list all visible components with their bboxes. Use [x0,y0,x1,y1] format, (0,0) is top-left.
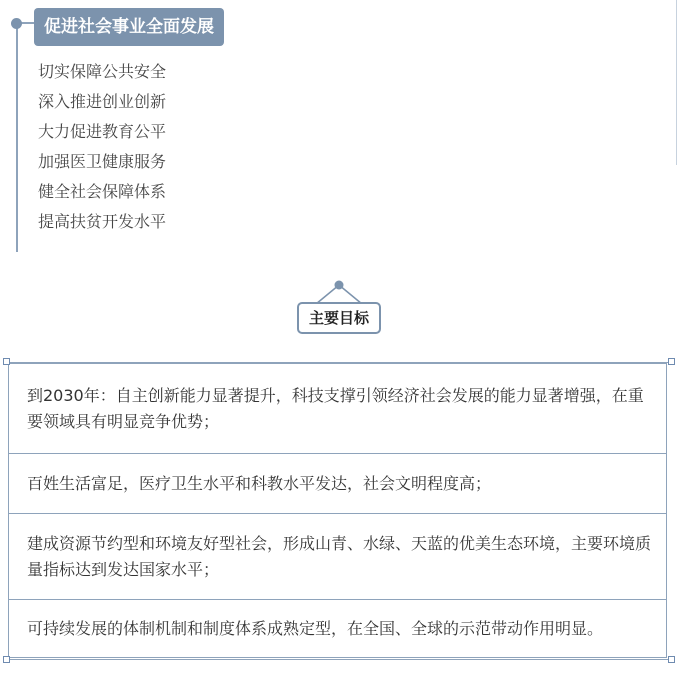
resize-handle-top-left[interactable] [3,358,10,365]
resize-handle-top-right[interactable] [668,358,675,365]
list-item: 加强医卫健康服务 [38,152,167,171]
list-item: 提高扶贫开发水平 [38,212,167,231]
resize-handle-bottom-right[interactable] [668,656,675,663]
section-item-list [38,57,166,237]
table-row [9,599,666,657]
section-title-tag: 促进社会事业全面发展 [34,8,224,46]
list-item: 切实保障公共安全 [38,62,167,81]
table-cell-text: 到2030年：自主创新能力显著提升，科技支撑引领经济社会发展的能力显著增强，在重要领域具有明显竞争优势； [27,385,644,431]
table-cell-text: 建成资源节约型和环境友好型社会，形成山青、水绿、天蓝的优美生态环境，主要环境质量指标达到发达国家水平； [27,533,652,579]
table-row [9,513,666,599]
list-item: 深入推进创业创新 [38,92,167,111]
goals-table [8,363,667,658]
table-cell-text: 百姓生活富足，医疗卫生水平和科教水平发达，社会文明程度高； [27,473,492,493]
section-vertical-line [16,22,18,252]
list-item: 健全社会保障体系 [38,182,167,201]
table-row [9,453,666,513]
resize-handle-bottom-left[interactable] [3,656,10,663]
goals-title-tag: 主要目标 [297,302,381,334]
box-bottom-outer-line [6,659,671,660]
list-item: 大力促进教育公平 [38,122,167,141]
table-cell-text: 可持续发展的体制机制和制度体系成熟定型，在全国、全球的示范带动作用明显。 [27,618,604,638]
right-edge-line [676,0,677,165]
section-connector-line [21,22,35,24]
section-dot [11,18,22,29]
table-row [9,364,666,453]
